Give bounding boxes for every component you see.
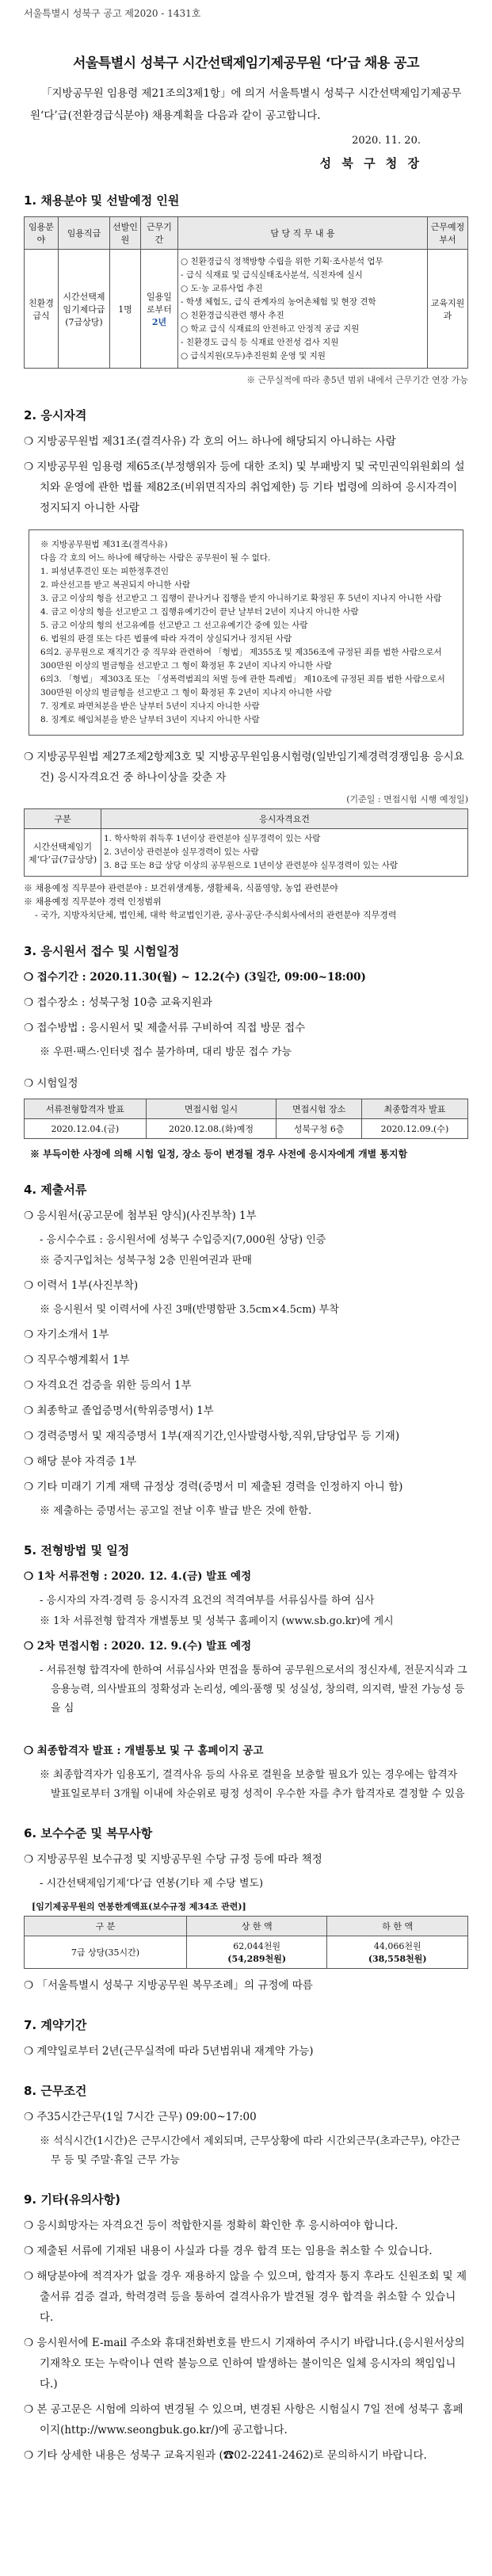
box-item: 8. 징계로 해임처분을 받은 날부터 3년이 지나지 아니한 사람 [40, 715, 260, 724]
pay-lower-value-2: (38,558천원) [368, 1954, 427, 1964]
box-item: 6의2. 공무원으로 재직기간 중 직무와 관련하여 「형법」 제355조 및 제356조에 규정된 죄를 범한 사람으로서 300만원 이상의 벌금형을 선고받고 그 형이 확정된 후 2년이 지나지 아니한 사람 [40, 648, 442, 671]
period-start: 일용일로부터 [147, 291, 172, 315]
duty-line: - 급식 식재료 및 급식실태조사분석, 식전자에 실시 [181, 269, 363, 280]
issuing-organization: 성 북 구 청 장 [319, 156, 422, 170]
box-item: 4. 금고 이상의 형을 선고받고 그 집행유예기간이 끝난 날부터 2년이 지나지 아니한 사람 [40, 607, 359, 617]
col-field: 임용분야 [25, 217, 59, 250]
section-5-heading: 5. 전형방법 및 일정 [24, 1543, 130, 1557]
notice-item: ❍ 제출된 서류에 기재된 내용이 사실과 다를 경우 합격 또는 임용을 취소할 수 있습니다. [24, 2245, 433, 2257]
document-item: ❍ 해당 분야 자격증 1부 [24, 1455, 137, 1468]
cell-count: 1명 [110, 250, 141, 369]
notice-item: ❍ 본 공고문은 시험에 의하여 변경될 수 있으며, 변경된 사항은 시험실시 7일 전에 성북구 홈페이지(http://www.seongbuk.go.kr/)에 공고합니다. [24, 2403, 463, 2436]
col-grade: 임용직급 [59, 217, 110, 250]
qualification-item: ❍ 지방공무원법 제31조(결격사유) 각 호의 어느 하나에 해당되지 아니하는 사람 [24, 435, 396, 448]
application-place: ❍ 접수장소 : 성북구청 10층 교육지원과 [24, 996, 212, 1009]
pay-lower [327, 1936, 468, 1969]
pay-item: ❍ 지방공무원 보수규정 및 지방공무원 수당 규정 등에 따라 책정 [24, 1853, 322, 1866]
qualification-item: ❍ 지방공무원법 제27조제2항제3호 및 지방공무원임용시험령(일반임기제경력경쟁임용 응시요건) 응시자격요건 중 하나이상을 갖춘 자 [24, 751, 464, 784]
pay-category: 7급 상당(35시간) [25, 1936, 187, 1969]
notice-item: ❍ 해당분야에 적격자가 없을 경우 재용하지 않을 수 있으며, 합격자 통지 후라도 신원조회 및 제출서류 검증 결과, 학력경력 등을 통하여 결격사유가 발견될 경우 합격을 취소할 수 있습니다. [24, 2270, 467, 2324]
schedule-table [24, 1099, 468, 1139]
duty-line: ○ 친환경급식관련 행사 추진 [181, 310, 284, 320]
req-items [101, 829, 468, 877]
pay-table-title: [임기제공무원의 연봉한계액표(보수규정 제34조 관련)] [32, 1901, 246, 1912]
pay-upper [186, 1936, 327, 1969]
document-item: ❍ 자격요건 검증을 위한 등의서 1부 [24, 1379, 192, 1392]
req-col-requirements: 응시자격요건 [101, 809, 468, 829]
section-3-heading: 3. 응시원서 접수 및 시험일정 [24, 944, 180, 958]
screening-detail: ※ 1차 서류전형 합격자 개별통보 및 성북구 홈페이지 (www.sb.go.kr)에 게시 [40, 1615, 394, 1627]
duty-line: ○ 급식지원(모두)추진원회 운영 및 지원 [181, 350, 326, 361]
box-item: 2. 파산선고를 받고 복권되지 아니한 사람 [40, 580, 190, 590]
document-item: ❍ 직무수행계획서 1부 [24, 1354, 130, 1366]
box-item: 1. 피성년후견인 또는 피한정후견인 [40, 567, 170, 576]
section-2-heading: 2. 응시자격 [24, 408, 87, 422]
pay-lower-value: 44,066천원 [373, 1941, 421, 1951]
duty-line: - 학생 체험도, 급식 관계자의 농어촌체험 및 현장 견학 [181, 296, 376, 307]
box-subtitle: 다음 각 호의 어느 하나에 해당하는 사람은 공무원이 될 수 없다. [40, 553, 271, 563]
req-item: 3. 8급 또는 8급 상당 이상의 공무원으로 1년이상 관련분야 실무경력이 있는 사람 [104, 861, 399, 870]
document-item: ❍ 경력증명서 및 재직증명서 1부(재직기간,인사발령사항,직위,담당업무 등 기재) [24, 1430, 400, 1443]
duty-line: - 친환경도 급식 등 식재료 안전성 검사 지원 [181, 337, 339, 347]
screening-detail: - 서류전형 합격자에 한하여 서류심사와 면접을 통하여 공무원으로서의 정신자세, 전문지식과 그 응용능력, 의사발표의 정확성과 논리성, 예의·품행 및 성실성, 창의력, 의지력, 발전 가능성 등을 심 [40, 1664, 467, 1714]
final-announcement: ❍ 최종합격자 발표 : 개별통보 및 구 홈페이지 공고 [24, 1745, 264, 1757]
intro-text: 「지방공무원 임용령 제21조의3제1항」에 의거 서울특별시 성북구 시간선택제임기제공무원‘다’급(전환경급식분야) 채용계획을 다음과 같이 공고합니다. [30, 87, 462, 122]
duty-line: ○ 도·농 교류사업 추진 [181, 283, 263, 293]
documents-list [24, 1206, 468, 1521]
screening-step-1: ❍ 1차 서류전형 : 2020. 12. 4.(금) 발표 예정 [24, 1570, 252, 1583]
schedule-title: ❍ 시험일정 [24, 1077, 78, 1090]
section-7-heading: 7. 계약기간 [24, 2018, 87, 2032]
sched-value: 2020.12.08.(화)예정 [146, 1119, 277, 1139]
cell-period [141, 250, 178, 369]
reference-date-note: (기준일 : 면접시험 시행 예정일) [346, 794, 468, 805]
positions-table [24, 216, 468, 369]
document-number: 서울특별시 성북구 공고 제2020 - 1431호 [24, 8, 201, 19]
box-item: 7. 징계로 파면처분을 받은 날부터 5년이 지나지 아니한 사람 [40, 701, 260, 711]
sched-col: 면접시험 일시 [146, 1099, 277, 1119]
sched-col: 서류전형합격자 발표 [25, 1099, 147, 1119]
req-note: ※ 채용예정 직무분야 경력 인정범위 [24, 896, 162, 907]
cell-dept: 교육지원과 [428, 250, 468, 369]
work-condition-item: ※ 석식시간(1시간)은 근무시간에서 제외되며, 근무상황에 따라 시간외근무(초과근무), 야간근무 등 및 주말·휴일 근무 가능 [40, 2135, 460, 2166]
document-item: ※ 증지구입처는 성북구청 2층 민원여권과 판매 [40, 1255, 252, 1267]
section-8-heading: 8. 근무조건 [24, 2084, 87, 2098]
pay-col: 상 한 액 [186, 1917, 327, 1936]
document-item: - 응시수수료 : 응시원서에 성북구 수입증지(7,000원 상당) 인증 [40, 1234, 326, 1246]
box-title: ※ 지방공무원법 제31조(결격사유) [40, 540, 168, 549]
service-rule-note: ❍ 「서울특별시 성북구 지방공무원 복무조례」의 규정에 따름 [24, 1979, 313, 1992]
section-4-heading: 4. 제출서류 [24, 1183, 87, 1197]
final-announcement-note: ※ 최종합격자가 임용포기, 결격사유 등의 사유로 결원을 보충할 필요가 있는 경우에는 합격자 발표일로부터 3개월 이내에 차순위로 평정 성적이 우수한 자를 추가 합격자로 결정할 수 있음 [40, 1769, 465, 1800]
sched-value: 2020.12.09.(수) [361, 1119, 467, 1139]
req-note: - 국가, 지방자치단체, 법인체, 대학 학교법인기관, 공사·공단·주식회사에서의 관련분야 직무경력 [35, 910, 397, 920]
req-category: 시간선택제임기제‘다’급(7급상당) [25, 829, 101, 877]
work-condition-item: ❍ 주35시간근무(1일 7시간 근무) 09:00~17:00 [24, 2111, 257, 2123]
sched-value: 2020.12.04.(금) [25, 1119, 147, 1139]
section-1-heading: 1. 채용분야 및 선발예정 인원 [24, 193, 180, 208]
cell-duties [178, 250, 428, 369]
box-item: 3. 금고 이상의 형을 선고받고 그 집행이 끝나거나 집행을 받지 아니하기로 확정된 후 5년이 지나지 아니한 사람 [40, 594, 442, 603]
application-period: ❍ 접수기간 : 2020.11.30(월) ~ 12.2(수) (3일간, 09:00~18:00) [24, 971, 366, 984]
document-item: ❍ 기타 미래기 기계 재택 규정상 경력(증명서 미 제출된 경력을 인정하지 아니 함) [24, 1481, 403, 1493]
col-duties: 담 당 직 무 내 용 [178, 217, 428, 250]
document-item: ❍ 최종학교 졸업증명서(학위증명서) 1부 [24, 1405, 214, 1417]
req-item: 1. 학사학위 취득후 1년이상 관련분야 실무경력이 있는 사람 [104, 834, 321, 843]
section-6-heading: 6. 보수수준 및 복무사항 [24, 1826, 153, 1840]
section-1-note: ※ 근무실적에 따라 총5년 범위 내에서 근무기간 연장 가능 [246, 375, 468, 385]
disqualification-box [29, 529, 463, 736]
document-item: ❍ 응시원서(공고문에 첨부된 양식)(사진부착) 1부 [24, 1210, 257, 1222]
col-count: 선발인원 [110, 217, 141, 250]
document-item: ❍ 자기소개서 1부 [24, 1328, 109, 1341]
pay-col: 구 분 [25, 1917, 187, 1936]
screening-detail: - 응시자의 자격·경력 등 응시자격 요건의 적격여부를 서류심사를 하여 심사 [40, 1595, 375, 1607]
pay-upper-value: 62,044천원 [233, 1941, 281, 1951]
col-period: 근무기간 [141, 217, 178, 250]
application-sub-note: ※ 우편·팩스·인터넷 접수 불가하며, 대리 방문 접수 가능 [40, 1046, 292, 1058]
sched-col: 최종합격자 발표 [361, 1099, 467, 1119]
sched-col: 면접시험 장소 [277, 1099, 361, 1119]
col-dept: 근무예정부서 [428, 217, 468, 250]
pay-item: - 시간선택제임기제‘다’급 연봉(기타 제 수당 별도) [40, 1878, 264, 1890]
document-item: ※ 제출하는 증명서는 공고일 전날 이후 발급 받은 것에 한함. [40, 1505, 312, 1517]
requirements-table [24, 808, 468, 877]
contract-item: ❍ 계약일로부터 2년(근무실적에 따라 5년범위내 재계약 가능) [24, 2045, 314, 2058]
schedule-warning: ※ 부득이한 사정에 의해 시험 일정, 장소 등이 변경될 경우 사전에 응시자에게 개별 통지함 [30, 1148, 408, 1160]
notice-item: ❍ 기타 상세한 내용은 성북구 교육지원과 (☎02-2241-2462)로 문의하시기 바랍니다. [24, 2449, 427, 2462]
req-col-category: 구분 [25, 809, 101, 829]
req-notes [24, 881, 468, 922]
period-length: 2년 [151, 316, 167, 327]
notice-title: 서울특별시 성북구 시간선택제임기제공무원 ‘다’급 채용 공고 [72, 55, 420, 71]
box-item: 5. 금고 이상의 형의 선고유예를 선고받고 그 선고유예기간 중에 있는 사람 [40, 621, 308, 630]
notice-item: ❍ 응시희망자는 자격요건 등이 적합한지를 정확히 확인한 후 응시하여야 합니다. [24, 2219, 399, 2232]
cell-field: 친환경급식 [25, 250, 59, 369]
box-item: 6. 법원의 판결 또는 다른 법률에 따라 자격이 상실되거나 정지된 사람 [40, 634, 292, 644]
duty-line: ○ 친환경급식 정책방향 수립을 위한 기획·조사분석 업무 [181, 256, 383, 266]
screening-step-2: ❍ 2차 면접시험 : 2020. 12. 9.(수) 발표 예정 [24, 1640, 252, 1653]
cell-grade: 시간선택제임기제다급(7급상당) [59, 250, 110, 369]
pay-table [24, 1916, 468, 1969]
document-item: ❍ 이력서 1부(사진부착) [24, 1279, 139, 1292]
section-9-heading: 9. 기타(유의사항) [24, 2192, 121, 2207]
application-method: ❍ 접수방법 : 응시원서 및 제출서류 구비하여 직접 방문 접수 [24, 1022, 306, 1034]
req-note: ※ 채용예정 직무분야 관련분야 : 보건위생계통, 생활체육, 식품영양, 농업 관련분야 [24, 883, 338, 893]
duty-line: ○ 학교 급식 식재료의 안전하고 안정적 공급 지원 [181, 323, 360, 334]
document-item: ※ 응시원서 및 이력서에 사진 3매(반명함판 3.5cm×4.5cm) 부착 [40, 1304, 339, 1316]
notice-date: 2020. 11. 20. [352, 135, 421, 147]
qualification-item: ❍ 지방공무원 임용령 제65조(부정행위자 등에 대한 조치) 및 부패방지 및 국민권익위원회의 설치와 운영에 관한 법률 제82조(비위면직자의 취업제한) 등 기타 법령에 의하여 응시자격이 정지되지 아니한 사람 [24, 461, 465, 514]
req-item: 2. 3년이상 관련분야 실무경력이 있는 사람 [104, 847, 259, 857]
sched-value: 성북구청 6층 [277, 1119, 361, 1139]
box-item: 6의3. 「형법」 제303조 또는 「성폭력범죄의 처벌 등에 관한 특례법」 제10조에 규정된 죄를 범한 사람으로서 300만원 이상의 벌금형을 선고받고 그 형이 확정된 후 2년이 지나지 아니한 사람 [40, 675, 445, 698]
pay-col: 하 한 액 [327, 1917, 468, 1936]
pay-upper-value-2: (54,289천원) [227, 1954, 287, 1964]
notice-item: ❍ 응시원서에 E-mail 주소와 휴대전화번호를 반드시 기재하여 주시기 바랍니다.(응시원서상의 기재착오 또는 누락이나 연락 불능으로 인하여 발생하는 불이익은 일체 응시자의 책임입니다.) [24, 2337, 465, 2391]
